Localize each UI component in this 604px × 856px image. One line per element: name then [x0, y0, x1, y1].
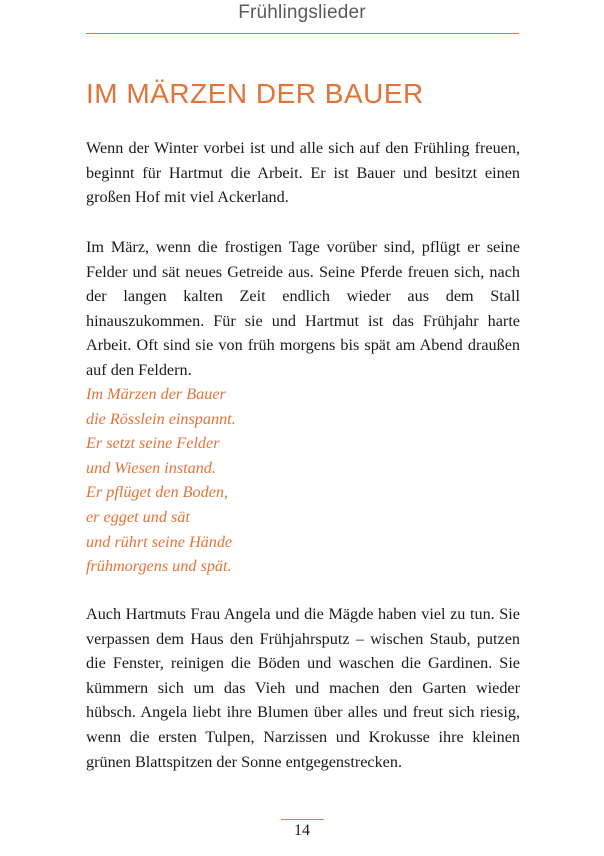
verse-line: und Wiesen instand. — [86, 458, 216, 477]
verse-line: Im Märzen der Bauer — [86, 385, 226, 403]
paragraph-angela: Auch Hartmuts Frau Angela und die Mägde haben viel zu tun. Sie verpassen dem Haus den Frühjahrsputz – wischen Staub, putzen die Fenster, reinigen die Böden und waschen die Gardinen. Sie kümmern sich um das Vieh und machen den Garten wieder hübsch. Angela liebt ihre Blumen über alles und freut sich riesig, wenn die ersten Tulpen, Narzissen und Krokusse ihre kleinen grünen Blattspitzen der Sonne entgegenstrecken. — [86, 605, 520, 771]
running-head: Frühlingslieder — [238, 2, 366, 23]
header-rule — [86, 33, 519, 34]
footer-rule — [281, 819, 324, 820]
verse-line: die Rösslein einspannt. — [86, 409, 236, 428]
paragraph-march: Im März, wenn die frostigen Tage vorüber sind, pflügt er seine Felder und sät neues Getreide aus. Seine Pferde freuen sich, nach der langen kalten Zeit endlich wieder aus dem Stall hinauszukommen. Für sie und Hartmut ist das Frühjahr harte Arbeit. Oft sind sie von früh morgens bis spät am Abend draußen auf den Feldern. — [86, 238, 520, 379]
song-verse — [86, 382, 236, 579]
verse-line: Er pflüget den Boden, — [86, 483, 229, 502]
paragraph-intro: Wenn der Winter vorbei ist und alle sich auf den Frühling freuen, beginnt für Hartmut die Arbeit. Er ist Bauer und besitzt einen großen Hof mit viel Ackerland. — [86, 139, 520, 207]
verse-line: und rührt seine Hände — [86, 532, 233, 551]
verse-line: Er setzt seine Felder — [86, 434, 220, 453]
verse-line: frühmorgens und spät. — [86, 557, 232, 576]
chapter-title: IM MÄRZEN DER BAUER — [86, 78, 424, 109]
verse-line: er egget und sät — [86, 507, 190, 526]
page-number: 14 — [294, 822, 310, 839]
